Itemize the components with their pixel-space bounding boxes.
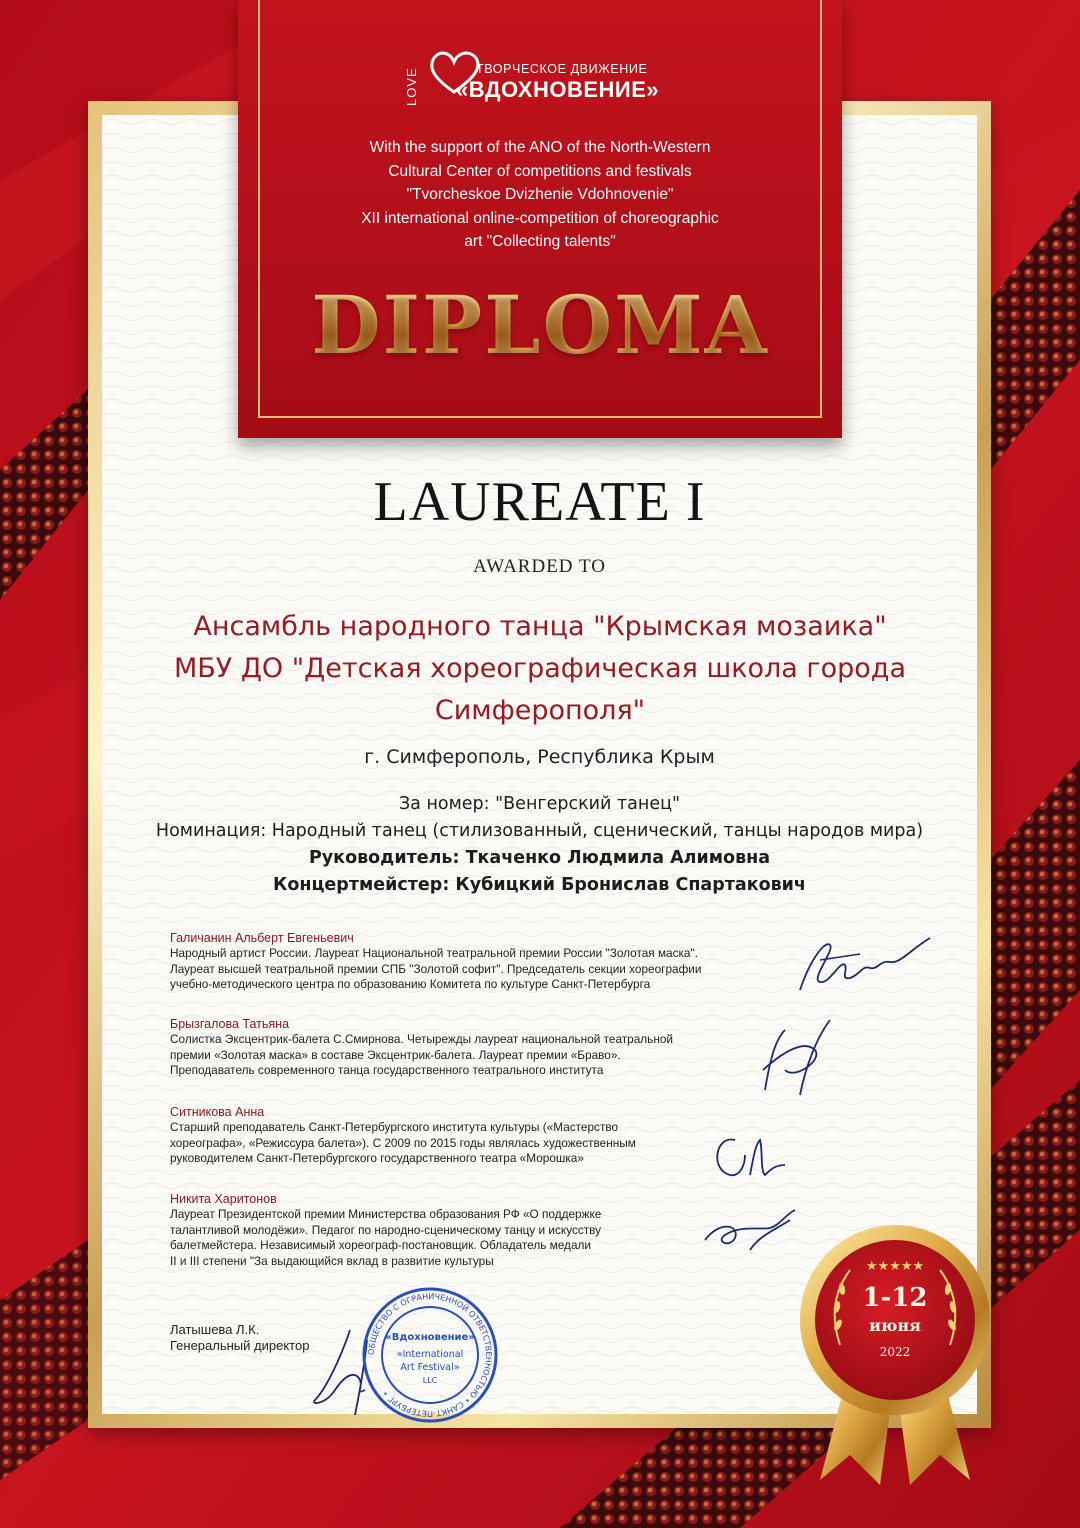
leader: Руководитель: Ткаченко Людмила Алимовна	[308, 848, 771, 868]
director-name: Латышева Л.К.	[170, 1322, 260, 1337]
signature-3	[705, 1120, 795, 1190]
jury-desc-line: Лауреат Президентской премии Министерства образования РФ «О поддержке	[170, 1207, 602, 1221]
support-line: XII international online-competition of choreographic	[361, 209, 719, 227]
jury-member	[170, 931, 701, 993]
recipient-line: МБУ ДО "Детская хореографическая школа города	[173, 653, 906, 684]
recipient-line: Симферополя"	[434, 695, 646, 726]
signature-1	[790, 920, 940, 1000]
jury-desc-line: Солистка Эксцентрик-балета С.Смирнова. Четырежды лауреат национальной театральной	[170, 1032, 673, 1046]
logo-line-2: «ВДОХНОВЕНИЕ»	[456, 77, 660, 102]
jury-desc-line: Старший преподаватель Санкт-Петербургского института культуры («Мастерство	[170, 1120, 619, 1134]
stars-icon: ★★★★★	[865, 1259, 925, 1274]
director	[170, 1322, 309, 1353]
awarded-to-label: AWARDED TO	[473, 556, 606, 577]
stamp-ring-text: ОБЩЕСТВО С ОГРАНИЧЕННОЙ ОТВЕТСТВЕННОСТЬЮ • САНКТ-ПЕТЕРБУРГ •	[366, 1291, 494, 1419]
jury-member	[170, 1017, 673, 1079]
jury-desc-line: руководителем Санкт-Петербургского государственного театра «Морошка»	[170, 1151, 584, 1165]
support-text	[300, 136, 780, 254]
jury-desc-line: Преподаватель современного танца государственного театрального института	[170, 1063, 604, 1077]
medal-year: 2022	[879, 1345, 911, 1359]
recipient-name	[110, 606, 970, 732]
jury-desc-line: премии «Золотая маска» в составе Эксцентрик-балета. Лауреат премии «Браво».	[170, 1047, 621, 1062]
jury-name: Галичанин Альберт Евгеньевич	[170, 931, 354, 945]
logo-love-text: LOVE	[404, 67, 419, 106]
jury-desc-line: Народный артист России. Лауреат Национальной театральной премии России "Золотая маска".	[170, 946, 698, 960]
award-level: LAUREATE I	[373, 471, 706, 533]
recipient-line: Ансамбль народного танца "Крымская мозаика"	[193, 611, 887, 642]
accompanist: Концертмейстер: Кубицкий Бронислав Спартакович	[273, 875, 806, 895]
jury-desc-line: II и III степени "За выдающийся вклад в развитие культуры	[170, 1253, 494, 1268]
support-line: Cultural Center of competitions and festivals	[388, 162, 692, 180]
award-details	[88, 791, 991, 899]
organization-stamp	[360, 1285, 500, 1425]
diploma-title: DIPLOMA	[238, 278, 842, 372]
jury-desc-line: балетмейстера. Независимый хореограф-постановщик. Обладатель медали	[170, 1238, 591, 1252]
support-line: art "Collecting talents"	[464, 233, 616, 250]
signature-2	[745, 1010, 845, 1100]
stamp-center-top: «Вдохновение»	[385, 1332, 475, 1343]
support-line: With the support of the ANO of the North-Western	[369, 139, 711, 156]
jury-name: Ситникова Анна	[170, 1105, 265, 1119]
jury-member	[170, 1105, 636, 1167]
performance-number: За номер: "Венгерский танец"	[398, 794, 681, 814]
jury-desc-line: хореографа», «Режиссура балета»). С 2009 по 2015 годы являлась художественным	[170, 1135, 636, 1150]
stamp-center-mid1: «International	[396, 1349, 464, 1360]
logo-line-1: ТВОРЧЕСКОЕ ДВИЖЕНИЕ	[476, 62, 648, 76]
medal-month: июня	[869, 1316, 921, 1335]
jury-name: Никита Харитонов	[170, 1192, 277, 1206]
director-title: Генеральный директор	[170, 1337, 310, 1353]
festival-logo	[404, 48, 684, 108]
jury-desc-line: учебно-методического центра по образованию Комитета по культуре Санкт-Петербурга	[170, 977, 651, 991]
medal-dates: 1-12	[862, 1283, 928, 1313]
stamp-center-mid2: Art Festival»	[400, 1362, 460, 1373]
recipient-city: г. Симферополь, Республика Крым	[364, 746, 715, 768]
jury-name: Брызгалова Татьяна	[170, 1017, 290, 1031]
jury-desc-line: талантливой молодёжи». Педагог по народно-сценическому танцу и искусству	[170, 1222, 602, 1237]
support-line: "Tvorcheskoe Dvizhenie Vdohnovenie"	[406, 186, 674, 203]
jury-member	[170, 1192, 601, 1269]
jury-desc-line: Лауреат высшей театральной премии СПБ "Золотой софит". Председатель секции хореографии	[170, 961, 702, 976]
stamp-center-bot: LLC	[422, 1376, 438, 1385]
nomination: Номинация: Народный танец (стилизованный, сценический, танцы народов мира)	[155, 821, 924, 841]
